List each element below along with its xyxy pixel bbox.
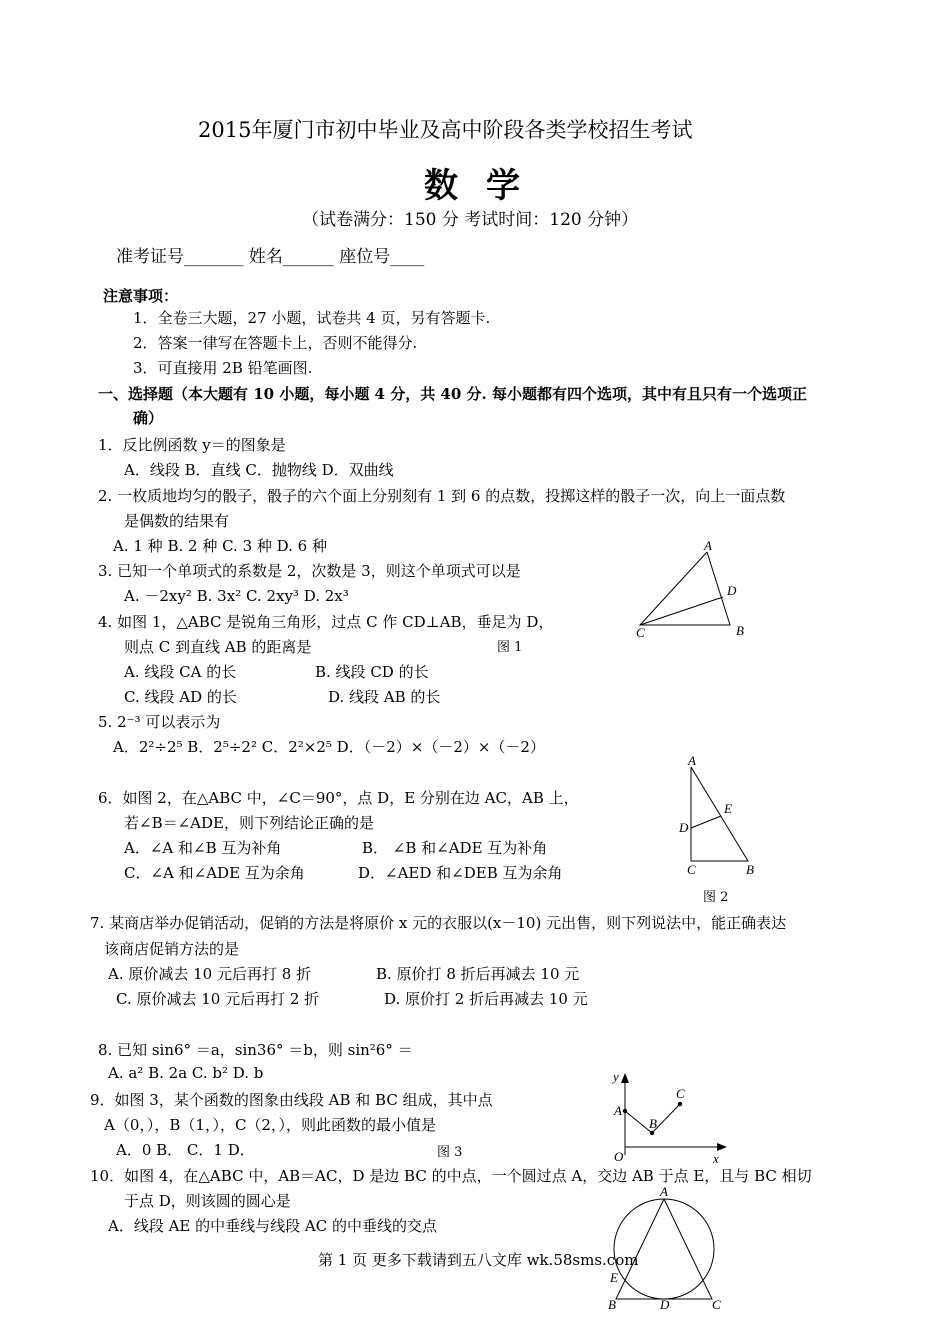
q4-option-c: C. 线段 AD 的长 [124,688,237,706]
q8-options: A. a² B. 2a C. b² D. b [108,1064,264,1082]
fig1-label-b: B [736,623,744,638]
q7-option-c: C. 原价减去 10 元后再打 2 折 [116,990,320,1008]
fig1-label-a: A [704,538,712,553]
q7-option-d: D. 原价打 2 折后再减去 10 元 [384,990,588,1008]
fig3-label-b: B [649,1116,657,1131]
fig4-label-d: D [660,1297,670,1312]
fig2-label-c: C [687,862,696,877]
q6-option-a: A．∠A 和∠B 互为补角 [124,839,282,857]
fig3-point-a [623,1109,627,1113]
q4-stem-cont: 则点 C 到直线 AB 的距离是 [124,638,312,656]
fig2-label-e: E [724,801,732,816]
fig3-label-a: A [614,1103,622,1118]
q5-stem: 5. 2⁻³ 可以表示为 [98,713,221,731]
q8-stem: 8. 已知 sin6° ＝a，sin36° ＝b，则 sin²6° ＝ [98,1041,413,1059]
fig3-point-b [650,1131,654,1135]
q7-option-a: A. 原价减去 10 元后再打 8 折 [108,965,312,983]
fig2-label-b: B [746,862,754,877]
q2-stem-cont: 是偶数的结果有 [124,512,230,530]
q1-stem: 1．反比例函数 y＝的图象是 [98,436,286,454]
q10-stem: 10．如图 4，在△ABC 中，AB＝AC，D 是边 BC 的中点，一个圆过点 A，交边 AB 于点 E，且与 BC 相切 [90,1167,812,1185]
fig4-triangle [616,1199,712,1299]
q9-stem: 9．如图 3，某个函数的图象由线段 AB 和 BC 组成，其中点 [90,1091,493,1109]
q3-stem: 3. 已知一个单项式的系数是 2，次数是 3，则这个单项式可以是 [98,562,521,580]
fig3-caption: 图 3 [437,1145,463,1160]
fig2-label-d: D [679,820,689,835]
fig3-label-x: x [713,1151,719,1165]
fig4-label-c: C [712,1297,721,1312]
q7-stem: 7. 某商店举办促销活动，促销的方法是将原价 x 元的衣服以(x－10) 元出售，则下列说法中，能正确表达 [90,914,787,932]
figure-3 [600,1065,730,1165]
fig1-label-c: C [636,625,645,640]
fig4-label-b: B [608,1297,616,1312]
fig1-label-d: D [727,583,737,598]
q4-option-d: D. 线段 AB 的长 [328,688,441,706]
fig4-label-e: E [610,1270,618,1285]
q4-option-b: B. 线段 CD 的长 [315,663,429,681]
fig1-triangle [640,552,730,625]
q10-option-a: A．线段 AE 的中垂线与线段 AC 的中垂线的交点 [108,1217,437,1235]
figure-4 [600,1182,735,1344]
fig2-triangle [691,767,748,861]
q9-options: A．0 B． C．1 D． [116,1141,255,1159]
q7-option-b: B. 原价打 8 折后再减去 10 元 [376,965,580,983]
candidate-info: 准考证号_______ 姓名______ 座位号____ [116,247,425,267]
figure-2 [670,753,770,883]
q10-stem-cont: 于点 D，则该圆的圆心是 [124,1192,291,1210]
q2-options: A. 1 种 B. 2 种 C. 3 种 D. 6 种 [113,537,327,555]
subject-title: 数学 [424,166,548,206]
q7-stem-cont: 该商店促销方法的是 [104,940,240,958]
notice-item: 1．全卷三大题，27 小题，试卷共 4 页，另有答题卡. [133,309,491,327]
fig4-label-a: A [660,1184,668,1199]
notice-item: 3．可直接用 2B 铅笔画图. [133,359,313,377]
q9-stem-cont: A（0，），B（1，），C（2，），则此函数的最小值是 [104,1116,436,1134]
fig2-label-a: A [688,753,696,768]
q5-options: A．2²÷2⁵ B．2⁵÷2² C．2²×2⁵ D．（－2）×（－2）×（－2） [113,738,545,756]
section-heading: 一、选择题（本大题有 10 小题，每小题 4 分，共 40 分. 每小题都有四个选项，其中有且只有一个选项正 [98,385,807,403]
page-footer: 第 1 页 更多下载请到五八文库 wk.58sms.com [318,1251,639,1269]
fig3-label-o: O [614,1149,624,1164]
fig4-circle [614,1199,714,1299]
fig3-x-arrow [717,1143,727,1151]
q6-option-d: D．∠AED 和∠DEB 互为余角 [358,864,563,882]
fig3-label-y: y [613,1069,619,1084]
notice-item: 2．答案一律写在答题卡上，否则不能得分. [133,334,418,352]
q3-options: A. －2xy² B. 3x² C. 2xy³ D. 2x³ [124,587,349,605]
q6-stem-cont: 若∠B＝∠ADE，则下列结论正确的是 [124,814,374,832]
fig2-caption: 图 2 [703,890,729,905]
q6-option-b: B． ∠B 和∠ADE 互为补角 [362,839,548,857]
notice-heading: 注意事项： [103,287,179,305]
q6-option-c: C．∠A 和∠ADE 互为余角 [124,864,305,882]
q6-stem: 6．如图 2，在△ABC 中，∠C＝90°，点 D，E 分别在边 AC，AB 上， [98,789,579,807]
exam-title: 2015年厦门市初中毕业及高中阶段各类学校招生考试 [198,118,693,142]
figure-1 [620,535,760,660]
section-heading-cont: 确） [133,409,164,427]
fig3-point-c [678,1102,682,1106]
fig1-caption: 图 1 [497,640,523,655]
fig3-label-c: C [676,1086,685,1101]
q4-option-a: A. 线段 CA 的长 [124,663,237,681]
fig3-y-arrow [621,1073,629,1083]
q2-stem: 2. 一枚质地均匀的骰子，骰子的六个面上分别刻有 1 到 6 的点数，投掷这样的骰子一次，向上一面点数 [98,487,786,505]
q4-stem: 4. 如图 1，△ABC 是锐角三角形，过点 C 作 CD⊥AB，垂足为 D， [98,613,554,631]
fig2-segment-de [691,816,721,828]
q1-options: A．线段 B．直线 C．抛物线 D．双曲线 [124,461,394,479]
exam-meta: （试卷满分：150 分 考试时间：120 分钟） [302,210,639,230]
